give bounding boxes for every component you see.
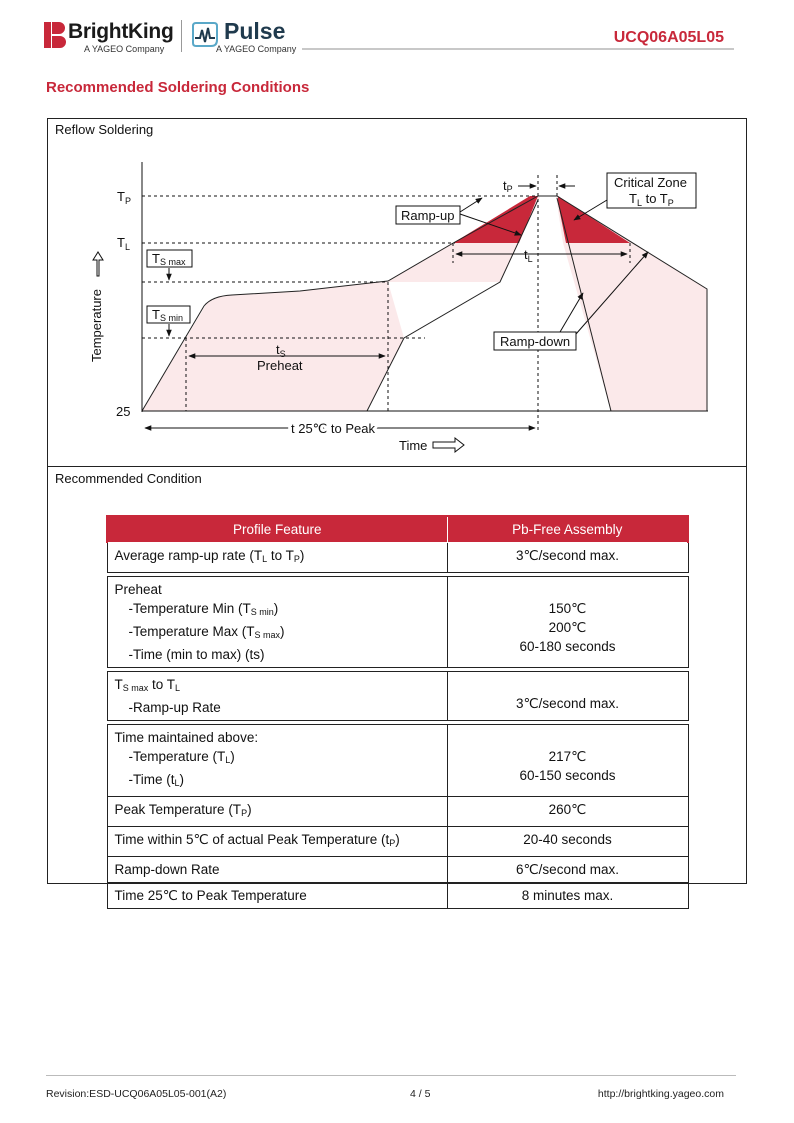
label-ramp-up: Ramp-up: [401, 208, 455, 223]
table-header-row: [107, 516, 688, 543]
label-time-axis: Time: [399, 438, 428, 453]
reflow-profile-diagram: [0, 0, 794, 470]
label-ts-time: $t_S$: [276, 342, 286, 359]
label-preheat: Preheat: [257, 358, 303, 373]
header-profile-feature: Profile Feature: [107, 516, 447, 543]
pulse-sub: A YAGEO Company: [216, 44, 297, 54]
label-tl-time: $t_L$: [524, 247, 533, 264]
footer-rule: [46, 1075, 736, 1076]
section-title: Recommended Soldering Conditions: [46, 79, 310, 96]
table-row: $T_{S max}$ to $T_L$ -Ramp-up Rate 3℃/second max.: [107, 672, 688, 721]
table-row: Time within 5℃ of actual Peak Temperature $(t_P)$ 20-40 seconds: [107, 827, 688, 857]
table-row: Peak Temperature $(T_P)$ 260℃: [107, 797, 688, 827]
label-temperature-axis: Temperature: [89, 289, 104, 362]
label-ts-min: TS min: [152, 307, 183, 323]
brightking-name: BrightKing: [68, 20, 174, 43]
recommended-title: Recommended Condition: [55, 471, 202, 486]
footer-revision: Revision:ESD-UCQ06A05L05-001(A2): [46, 1088, 227, 1100]
label-tl: $T_L$: [117, 235, 130, 252]
table-row: Ramp-down Rate 6℃/second max.: [107, 857, 688, 883]
label-critical-zone: Critical Zone: [614, 175, 687, 190]
label-ramp-down: Ramp-down: [500, 334, 571, 349]
pulse-name: Pulse: [224, 18, 286, 44]
table-row: Time 25℃ to Peak Temperature 8 minutes max.: [107, 883, 688, 909]
time-arrow-icon: [433, 438, 464, 452]
brightking-sub: A YAGEO Company: [84, 44, 165, 54]
footer-url[interactable]: http://brightking.yageo.com: [597, 1088, 724, 1100]
header-pb-free-assembly: Pb-Free Assembly: [447, 516, 688, 543]
reflow-title: Reflow Soldering: [55, 122, 154, 137]
table-row: Preheat -Temperature Min $(T_{S min})$ -Temperature Max $(T_{S max})$ -Time (min to max) (ts) 150℃ 200℃ 60-180 seconds: [107, 577, 688, 668]
recommended-condition-table: [106, 515, 689, 909]
document-id: UCQ06A05L05: [613, 29, 724, 46]
label-tp-time: tP: [503, 178, 513, 194]
temperature-arrow-icon: [93, 252, 103, 276]
table-row: Average ramp-up rate ($T_L$ to $T_P$) 3℃/second max.: [107, 543, 688, 573]
table-row: Time maintained above: -Temperature $(T_L)$ -Time $(t_L)$ 217℃ 60-150 seconds: [107, 725, 688, 797]
label-tp: $T_P$: [117, 189, 131, 206]
footer-page-number: 4 / 5: [410, 1088, 431, 1100]
label-25: 25: [116, 404, 131, 419]
label-critical-zone-range: $T_L$ to $T_P$: [629, 191, 674, 208]
label-ts-max: TS max: [152, 251, 186, 267]
label-t25-to-peak: t 25℃ to Peak: [291, 421, 375, 436]
